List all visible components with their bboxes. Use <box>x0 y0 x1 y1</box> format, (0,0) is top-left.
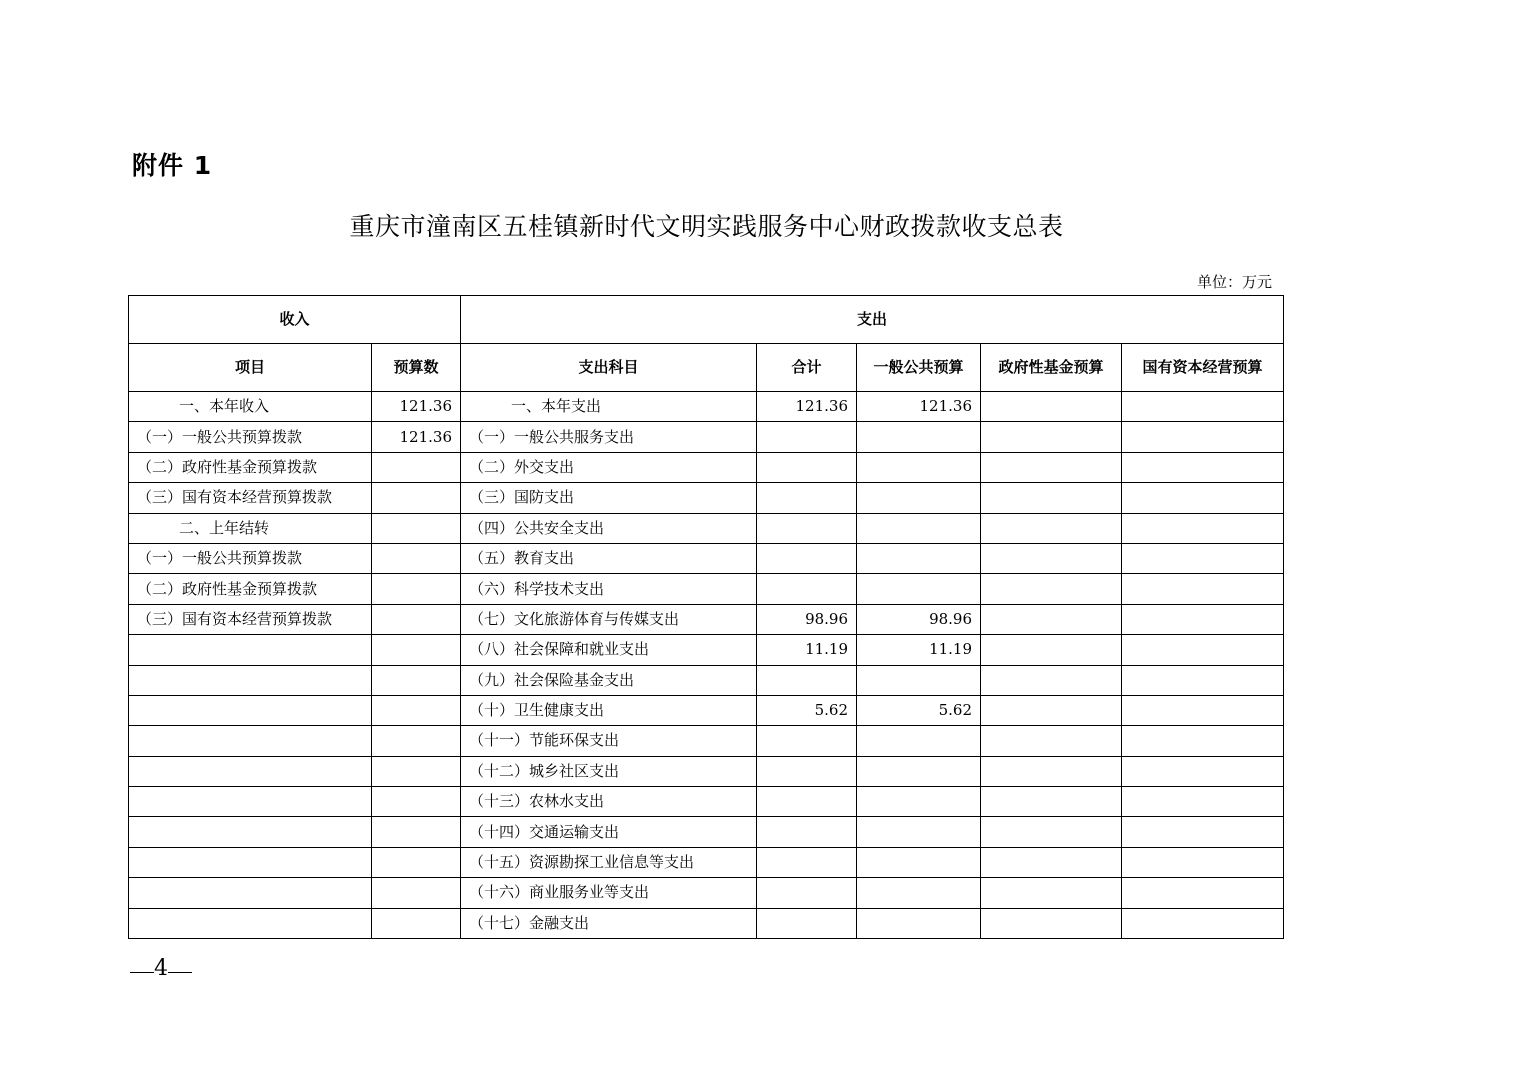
cell-budget <box>372 787 461 817</box>
cell-expense-subject: （五）教育支出 <box>461 543 757 573</box>
cell-item <box>129 908 372 938</box>
cell-item: （一）一般公共预算拨款 <box>129 422 372 452</box>
cell-state-capital-budget <box>1122 452 1284 482</box>
cell-gov-fund-budget <box>981 726 1122 756</box>
cell-gov-fund-budget <box>981 817 1122 847</box>
cell-gov-fund-budget <box>981 483 1122 513</box>
cell-gov-fund-budget <box>981 604 1122 634</box>
cell-expense-subject: （十六）商业服务业等支出 <box>461 878 757 908</box>
cell-item: （三）国有资本经营预算拨款 <box>129 604 372 634</box>
cell-budget <box>372 665 461 695</box>
cell-general-public-budget <box>857 452 981 482</box>
cell-gov-fund-budget <box>981 513 1122 543</box>
cell-item <box>129 635 372 665</box>
cell-general-public-budget <box>857 756 981 786</box>
cell-general-public-budget <box>857 787 981 817</box>
cell-general-public-budget <box>857 574 981 604</box>
cell-item <box>129 726 372 756</box>
unit-label: 单位：万元 <box>1196 273 1272 291</box>
cell-total: 121.36 <box>757 392 857 422</box>
table-row <box>129 908 1284 938</box>
cell-expense-subject: （九）社会保险基金支出 <box>461 665 757 695</box>
cell-budget <box>372 695 461 725</box>
cell-gov-fund-budget <box>981 878 1122 908</box>
cell-state-capital-budget <box>1122 787 1284 817</box>
table-row <box>129 422 1284 452</box>
column-header-item: 项目 <box>129 344 372 392</box>
cell-gov-fund-budget <box>981 422 1122 452</box>
cell-general-public-budget <box>857 847 981 877</box>
table-row <box>129 817 1284 847</box>
table-row <box>129 452 1284 482</box>
cell-total <box>757 422 857 452</box>
cell-general-public-budget: 11.19 <box>857 635 981 665</box>
table-row <box>129 483 1284 513</box>
cell-budget <box>372 908 461 938</box>
column-header-gov-fund-budget: 政府性基金预算 <box>981 344 1122 392</box>
cell-state-capital-budget <box>1122 574 1284 604</box>
table-row <box>129 726 1284 756</box>
cell-expense-subject: （七）文化旅游体育与传媒支出 <box>461 604 757 634</box>
table-row <box>129 847 1284 877</box>
cell-total <box>757 908 857 938</box>
cell-budget <box>372 604 461 634</box>
cell-total <box>757 726 857 756</box>
column-header-total: 合计 <box>757 344 857 392</box>
cell-state-capital-budget <box>1122 878 1284 908</box>
cell-state-capital-budget <box>1122 726 1284 756</box>
cell-general-public-budget <box>857 543 981 573</box>
cell-total <box>757 817 857 847</box>
page-number <box>130 956 192 981</box>
cell-item <box>129 878 372 908</box>
cell-item: （二）政府性基金预算拨款 <box>129 452 372 482</box>
table-row <box>129 392 1284 422</box>
cell-total <box>757 452 857 482</box>
cell-state-capital-budget <box>1122 483 1284 513</box>
cell-gov-fund-budget <box>981 908 1122 938</box>
cell-budget <box>372 847 461 877</box>
table-row <box>129 543 1284 573</box>
page-number-dash-left <box>130 972 154 973</box>
table-row <box>129 513 1284 543</box>
table-row <box>129 574 1284 604</box>
cell-budget <box>372 817 461 847</box>
group-header-row <box>129 296 1284 344</box>
column-header-budget: 预算数 <box>372 344 461 392</box>
page-title: 重庆市潼南区五桂镇新时代文明实践服务中心财政拨款收支总表 <box>349 212 1064 241</box>
cell-state-capital-budget <box>1122 817 1284 847</box>
cell-budget <box>372 513 461 543</box>
cell-general-public-budget: 98.96 <box>857 604 981 634</box>
cell-total: 5.62 <box>757 695 857 725</box>
cell-gov-fund-budget <box>981 452 1122 482</box>
cell-general-public-budget <box>857 483 981 513</box>
cell-expense-subject: （十二）城乡社区支出 <box>461 756 757 786</box>
cell-expense-subject: （十五）资源勘探工业信息等支出 <box>461 847 757 877</box>
cell-item <box>129 695 372 725</box>
table-row <box>129 756 1284 786</box>
cell-expense-subject: （二）外交支出 <box>461 452 757 482</box>
cell-budget <box>372 452 461 482</box>
cell-state-capital-budget <box>1122 422 1284 452</box>
cell-item <box>129 787 372 817</box>
cell-expense-subject: （一）一般公共服务支出 <box>461 422 757 452</box>
cell-item: （三）国有资本经营预算拨款 <box>129 483 372 513</box>
cell-general-public-budget <box>857 726 981 756</box>
cell-total <box>757 847 857 877</box>
page-number-value: 4 <box>154 956 168 981</box>
cell-item <box>129 817 372 847</box>
cell-total <box>757 756 857 786</box>
cell-expense-subject: （十三）农林水支出 <box>461 787 757 817</box>
cell-expense-subject: 一、本年支出 <box>461 392 757 422</box>
cell-expense-subject: （六）科学技术支出 <box>461 574 757 604</box>
cell-total: 11.19 <box>757 635 857 665</box>
column-header-expense-subject: 支出科目 <box>461 344 757 392</box>
cell-budget <box>372 635 461 665</box>
cell-general-public-budget: 121.36 <box>857 392 981 422</box>
cell-general-public-budget <box>857 817 981 847</box>
cell-general-public-budget: 5.62 <box>857 695 981 725</box>
column-header-row <box>129 344 1284 392</box>
cell-gov-fund-budget <box>981 756 1122 786</box>
cell-budget <box>372 726 461 756</box>
cell-general-public-budget <box>857 878 981 908</box>
cell-gov-fund-budget <box>981 543 1122 573</box>
cell-state-capital-budget <box>1122 756 1284 786</box>
cell-state-capital-budget <box>1122 635 1284 665</box>
cell-general-public-budget <box>857 422 981 452</box>
expense-header: 支出 <box>461 296 1284 344</box>
cell-state-capital-budget <box>1122 847 1284 877</box>
cell-item: （二）政府性基金预算拨款 <box>129 574 372 604</box>
cell-expense-subject: （四）公共安全支出 <box>461 513 757 543</box>
cell-item <box>129 847 372 877</box>
cell-expense-subject: （十）卫生健康支出 <box>461 695 757 725</box>
table-row <box>129 695 1284 725</box>
cell-budget <box>372 574 461 604</box>
column-header-general-public-budget: 一般公共预算 <box>857 344 981 392</box>
cell-gov-fund-budget <box>981 392 1122 422</box>
table-row <box>129 665 1284 695</box>
table-row <box>129 635 1284 665</box>
cell-expense-subject: （三）国防支出 <box>461 483 757 513</box>
table-row <box>129 878 1284 908</box>
income-header: 收入 <box>129 296 461 344</box>
cell-budget <box>372 483 461 513</box>
cell-expense-subject: （十七）金融支出 <box>461 908 757 938</box>
cell-total <box>757 878 857 908</box>
cell-item: 一、本年收入 <box>129 392 372 422</box>
attachment-label: 附件 1 <box>132 151 213 180</box>
cell-total <box>757 543 857 573</box>
cell-total <box>757 787 857 817</box>
cell-budget <box>372 756 461 786</box>
cell-total <box>757 574 857 604</box>
cell-expense-subject: （十四）交通运输支出 <box>461 817 757 847</box>
cell-general-public-budget <box>857 665 981 695</box>
cell-state-capital-budget <box>1122 908 1284 938</box>
cell-total <box>757 513 857 543</box>
page-number-dash-right <box>168 972 192 973</box>
budget-table <box>128 295 1284 939</box>
cell-expense-subject: （八）社会保障和就业支出 <box>461 635 757 665</box>
cell-budget <box>372 543 461 573</box>
cell-gov-fund-budget <box>981 847 1122 877</box>
cell-budget <box>372 878 461 908</box>
column-header-state-capital-budget: 国有资本经营预算 <box>1122 344 1284 392</box>
cell-gov-fund-budget <box>981 665 1122 695</box>
cell-state-capital-budget <box>1122 665 1284 695</box>
cell-gov-fund-budget <box>981 695 1122 725</box>
cell-gov-fund-budget <box>981 787 1122 817</box>
table-row <box>129 787 1284 817</box>
cell-total <box>757 483 857 513</box>
cell-state-capital-budget <box>1122 392 1284 422</box>
cell-budget: 121.36 <box>372 422 461 452</box>
cell-gov-fund-budget <box>981 574 1122 604</box>
cell-expense-subject: （十一）节能环保支出 <box>461 726 757 756</box>
cell-general-public-budget <box>857 513 981 543</box>
table-row <box>129 604 1284 634</box>
cell-general-public-budget <box>857 908 981 938</box>
cell-total: 98.96 <box>757 604 857 634</box>
cell-state-capital-budget <box>1122 695 1284 725</box>
cell-total <box>757 665 857 695</box>
cell-item <box>129 756 372 786</box>
cell-item <box>129 665 372 695</box>
cell-state-capital-budget <box>1122 513 1284 543</box>
cell-item: 二、上年结转 <box>129 513 372 543</box>
cell-state-capital-budget <box>1122 543 1284 573</box>
cell-item: （一）一般公共预算拨款 <box>129 543 372 573</box>
cell-gov-fund-budget <box>981 635 1122 665</box>
cell-state-capital-budget <box>1122 604 1284 634</box>
cell-budget: 121.36 <box>372 392 461 422</box>
